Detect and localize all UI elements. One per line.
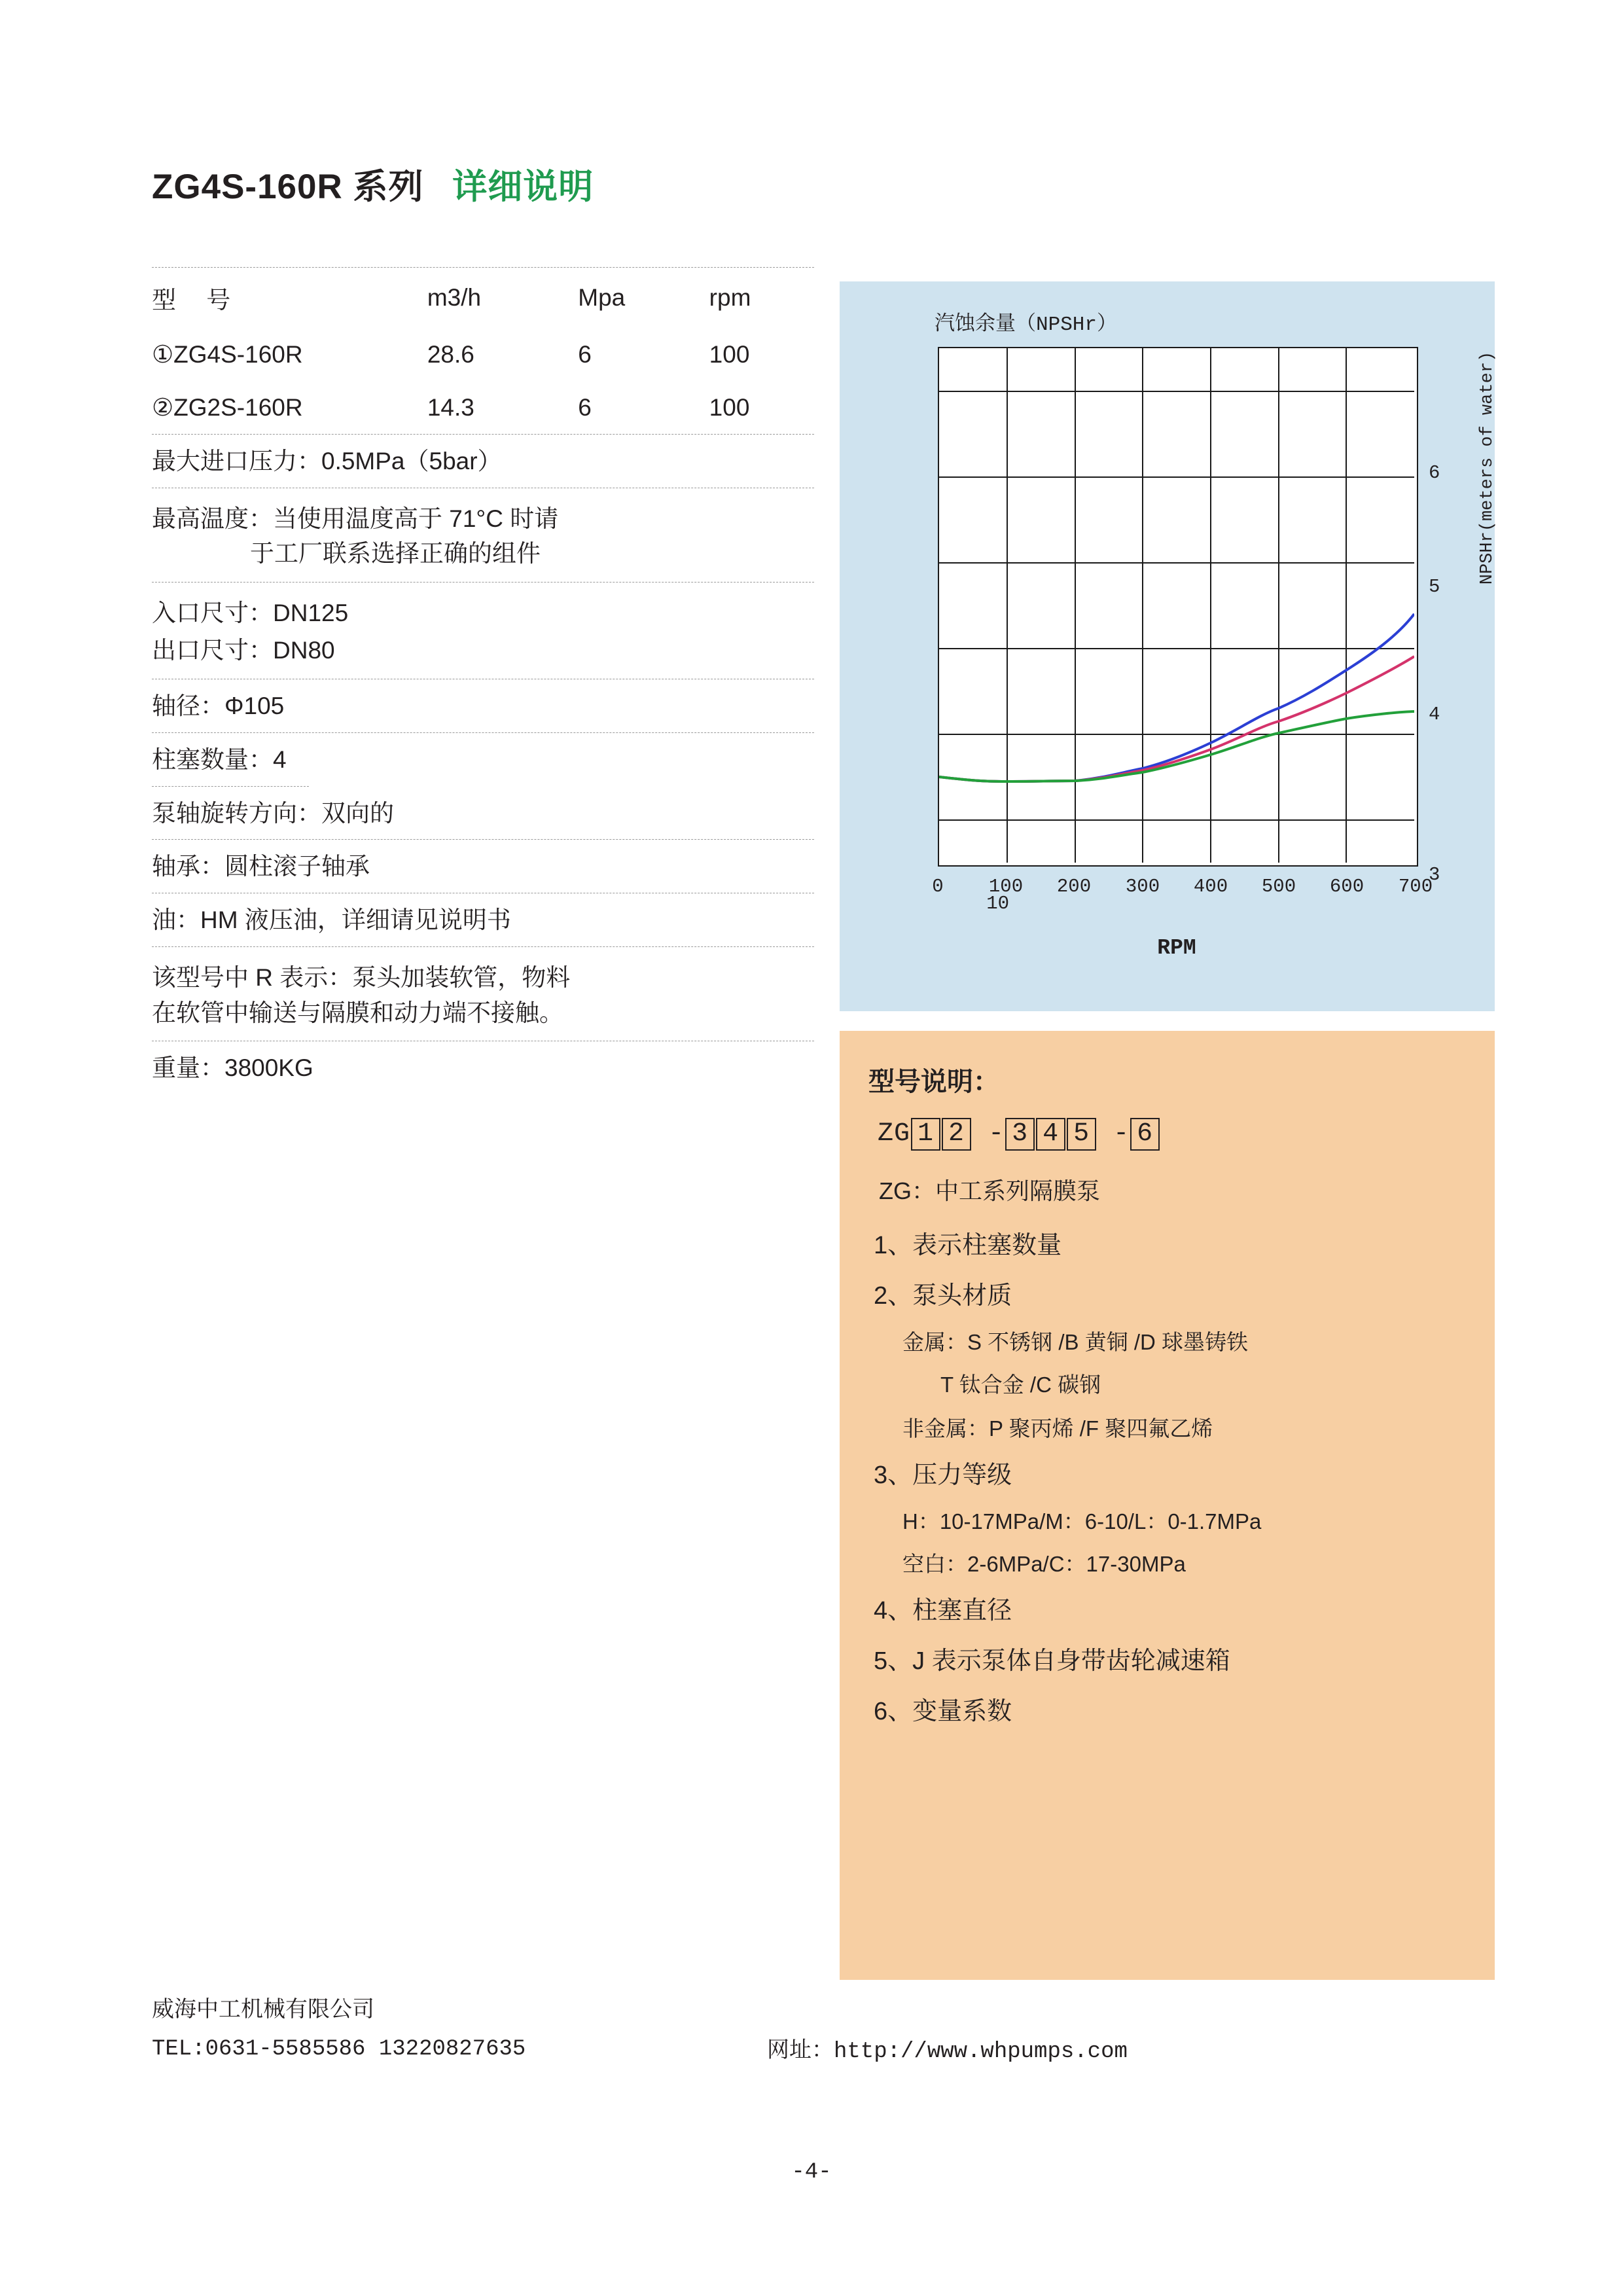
page-title-suffix: 详细说明	[452, 168, 594, 206]
spec-oil: 油：HM 液压油，详细请见说明书	[152, 906, 511, 934]
spec-bearing: 轴承：圆柱滚子轴承	[152, 853, 370, 880]
cell-mpa: 6	[578, 340, 592, 368]
model-code-nonmetal: 非金属：P 聚丙烯 /F 聚四氟乙烯	[902, 1416, 1213, 1441]
header-model: 型 号	[152, 287, 243, 314]
xtick: 200	[1056, 876, 1092, 897]
spec-r-note-line2: 在软管中输送与隔膜和动力端不接触。	[152, 999, 563, 1026]
grid-horizontal	[939, 391, 1414, 820]
cell-flow: 28.6	[427, 340, 474, 368]
spec-weight: 重量：3800KG	[152, 1054, 313, 1082]
xtick: 0	[932, 876, 944, 897]
code-box-5: 5	[1067, 1118, 1096, 1151]
table-row	[152, 328, 814, 381]
ytick-right: 5	[1429, 576, 1440, 598]
chart-title: 汽蚀余量（NPSHr）	[935, 314, 1118, 336]
spec-outlet-size: 出口尺寸：DN80	[152, 637, 335, 664]
footer-tel: TEL:0631-5585586 13220827635	[152, 2037, 526, 2062]
spec-r-note	[152, 947, 814, 1041]
cell-flow: 14.3	[427, 393, 474, 421]
code-box-3: 3	[1005, 1118, 1035, 1151]
table-header-row	[152, 268, 814, 328]
spec-rotation: 泵轴旋转方向：双向的	[152, 799, 394, 827]
footer	[152, 1990, 1128, 2070]
xtick: 300	[1125, 876, 1160, 897]
model-code-item-6: 6、变量系数	[874, 1698, 1012, 1725]
chart-plot-area	[938, 347, 1418, 867]
spec-max-inlet-pressure: 最大进口压力：0.5MPa（5bar）	[152, 448, 502, 475]
chart-xlabel: RPM	[1157, 936, 1196, 960]
ytick-right: 6	[1429, 462, 1440, 484]
model-code-metal: 金属：S 不锈钢 /B 黄铜 /D 球墨铸铁	[902, 1330, 1249, 1354]
code-box-4: 4	[1036, 1118, 1065, 1151]
footer-website-url[interactable]: http://www.whpumps.com	[834, 2039, 1128, 2064]
spec-piston-count: 柱塞数量：4	[152, 745, 287, 773]
model-code-item-5: 5、J 表示泵体自身带齿轮减速箱	[874, 1647, 1230, 1675]
header-rpm: rpm	[709, 284, 751, 311]
curve-series-2	[939, 614, 1414, 781]
xtick: 100	[988, 876, 1024, 897]
page-title-model: ZG4S-160R 系列	[152, 168, 424, 206]
spec-shaft-diameter: 轴径：Φ105	[152, 692, 285, 719]
curve-series-1	[939, 711, 1414, 781]
page-number: -4-	[791, 2160, 832, 2185]
spec-column	[152, 267, 814, 1094]
npshr-chart-panel	[840, 281, 1495, 1011]
xtick: 700	[1398, 876, 1433, 897]
header-mpa: Mpa	[578, 284, 626, 311]
xtick: 400	[1193, 876, 1228, 897]
cell-mpa: 6	[578, 393, 592, 421]
model-code-title: 型号说明：	[868, 1067, 999, 1096]
code-prefix: ZG	[878, 1119, 911, 1149]
footer-company: 威海中工机械有限公司	[152, 1997, 374, 2022]
grid-vertical	[1007, 348, 1346, 863]
xtick: 600	[1329, 876, 1364, 897]
cell-rpm: 100	[709, 340, 750, 368]
spec-max-temperature	[152, 488, 814, 582]
table-row	[152, 381, 814, 434]
footer-website-label: 网址：	[767, 2037, 834, 2062]
code-dash-1: -	[988, 1119, 1005, 1149]
model-code-item-3: 3、压力等级	[874, 1462, 1012, 1489]
ytick-right: 4	[1429, 704, 1440, 725]
footer-website	[767, 2030, 1128, 2072]
model-code-pressure-1: H：10-17MPa/M：6-10/L：0-1.7MPa	[902, 1509, 1262, 1534]
spec-max-temperature-line1: 最高温度：当使用温度高于 71°C 时请	[152, 505, 559, 532]
spec-table	[152, 268, 814, 434]
model-code-pressure-2: 空白：2-6MPa/C：17-30MPa	[902, 1552, 1186, 1576]
ytick-right: 3	[1429, 864, 1440, 886]
model-code-zg-meaning: ZG：中工系列隔膜泵	[879, 1177, 1100, 1204]
spec-inlet-size: 入口尺寸：DN125	[152, 600, 349, 627]
chart-svg	[939, 348, 1414, 863]
spec-r-note-line1: 该型号中 R 表示：泵头加装软管，物料	[152, 964, 571, 992]
code-box-6: 6	[1130, 1118, 1160, 1151]
xtick: 500	[1261, 876, 1296, 897]
page-title	[152, 159, 594, 209]
cell-rpm: 100	[709, 393, 750, 421]
model-code-metal-2: T 钛合金 /C 碳钢	[940, 1372, 1101, 1397]
spec-max-temperature-line2: 于工厂联系选择正确的组件	[250, 540, 541, 567]
model-code-diagram	[878, 1118, 1466, 1151]
code-dash-2: -	[1113, 1119, 1130, 1149]
chart-ylabel-right: NPSHr(meters of water)	[1478, 351, 1497, 585]
code-box-1: 1	[911, 1118, 940, 1151]
header-flow: m3/h	[427, 284, 482, 311]
model-code-panel	[840, 1031, 1495, 1980]
model-code-item-2: 2、泵头材质	[874, 1282, 1012, 1310]
model-code-item-1: 1、表示柱塞数量	[874, 1232, 1062, 1259]
cell-model: ②ZG2S-160R	[152, 394, 303, 421]
model-code-item-4: 4、柱塞直径	[874, 1597, 1012, 1624]
spec-sizes	[152, 583, 814, 679]
code-box-2: 2	[942, 1118, 971, 1151]
cell-model: ①ZG4S-160R	[152, 341, 303, 368]
ytick-left: 10	[986, 893, 1009, 914]
